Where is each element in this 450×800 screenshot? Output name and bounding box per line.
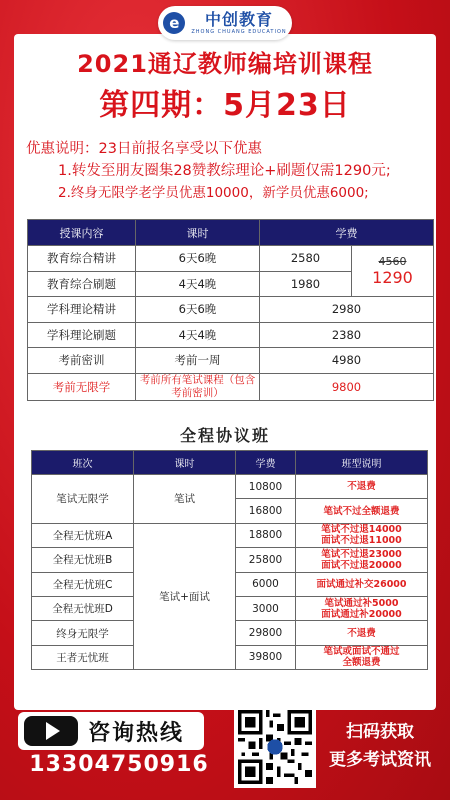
course-name: 学科理论刷题 bbox=[28, 322, 136, 348]
table-row bbox=[28, 246, 434, 272]
class-name: 全程无忧班D bbox=[32, 596, 134, 620]
course-hours: 考前一周 bbox=[136, 348, 260, 374]
header-cell: 班型说明 bbox=[296, 451, 428, 475]
class-fee: 16800 bbox=[236, 499, 296, 523]
class-hours: 笔试+面试 bbox=[134, 523, 236, 669]
protocol-table bbox=[31, 450, 428, 670]
header-cell: 课时 bbox=[134, 451, 236, 475]
class-fee: 39800 bbox=[236, 645, 296, 669]
course-name: 考前无限学 bbox=[28, 373, 136, 400]
table-row bbox=[32, 523, 428, 547]
play-icon bbox=[24, 716, 78, 746]
footer bbox=[0, 700, 450, 800]
class-note: 笔试不过退14000 面试不过退11000 bbox=[296, 523, 428, 547]
table-row bbox=[28, 348, 434, 374]
class-note: 不退费 bbox=[296, 475, 428, 499]
course-fee: 2980 bbox=[260, 297, 434, 323]
scan-text bbox=[320, 718, 440, 774]
page-title: 2021通辽教师编培训课程 bbox=[77, 50, 373, 78]
class-fee: 29800 bbox=[236, 621, 296, 645]
new-price: 1290 bbox=[372, 268, 413, 287]
course-fee: 9800 bbox=[260, 373, 434, 400]
table-header-row bbox=[32, 451, 428, 475]
brand-text bbox=[191, 11, 286, 35]
course-hours: 6天6晚 bbox=[136, 297, 260, 323]
class-name: 笔试无限学 bbox=[32, 475, 134, 524]
scan-line-1: 扫码获取 bbox=[346, 722, 414, 742]
combo-price-cell bbox=[352, 246, 434, 297]
class-name: 全程无忧班B bbox=[32, 548, 134, 572]
course-fee: 2580 bbox=[260, 246, 352, 272]
table-row bbox=[28, 322, 434, 348]
scan-line-2: 更多考试资讯 bbox=[329, 750, 431, 770]
class-name: 王者无忧班 bbox=[32, 645, 134, 669]
table-row bbox=[32, 475, 428, 499]
header-cell: 授课内容 bbox=[28, 220, 136, 246]
course-table bbox=[27, 219, 434, 401]
hotline-label: 咨询热线 bbox=[88, 720, 185, 746]
course-fee: 2380 bbox=[260, 322, 434, 348]
brand-mark-icon: e bbox=[163, 12, 185, 34]
class-fee: 25800 bbox=[236, 548, 296, 572]
header-cell: 学费 bbox=[236, 451, 296, 475]
hotline-button[interactable] bbox=[18, 712, 204, 750]
class-name: 全程无忧班C bbox=[32, 572, 134, 596]
header-cell: 班次 bbox=[32, 451, 134, 475]
period-title: 第四期：5月23日 bbox=[99, 88, 351, 123]
class-fee: 18800 bbox=[236, 523, 296, 547]
promo-item: 1.转发至朋友圈集28赞教综理论+刷题仅需1290元; bbox=[58, 163, 391, 179]
table-row bbox=[28, 373, 434, 400]
qr-code-icon[interactable] bbox=[234, 706, 316, 788]
promo-item: 2.终身无限学老学员优惠10000，新学员优惠6000; bbox=[58, 185, 369, 201]
class-note: 笔试不过退23000 面试不过退20000 bbox=[296, 548, 428, 572]
class-fee: 6000 bbox=[236, 572, 296, 596]
course-hours: 4天4晚 bbox=[136, 271, 260, 297]
class-hours: 笔试 bbox=[134, 475, 236, 524]
table-row bbox=[28, 297, 434, 323]
class-note: 笔试或面试不通过 全额退费 bbox=[296, 645, 428, 669]
class-note: 笔试不过全额退费 bbox=[296, 499, 428, 523]
course-fee: 1980 bbox=[260, 271, 352, 297]
promo-section bbox=[26, 138, 431, 204]
old-price: 4560 bbox=[378, 255, 407, 268]
course-name: 教育综合精讲 bbox=[28, 246, 136, 272]
class-name: 终身无限学 bbox=[32, 621, 134, 645]
class-note: 笔试通过补5000 面试通过补20000 bbox=[296, 596, 428, 620]
brand-name: 中创教育 bbox=[204, 10, 273, 29]
brand-name-en: ZHONG CHUANG EDUCATION bbox=[191, 29, 287, 35]
header-cell: 学费 bbox=[260, 220, 434, 246]
course-fee: 4980 bbox=[260, 348, 434, 374]
course-name: 学科理论精讲 bbox=[28, 297, 136, 323]
class-name: 全程无忧班A bbox=[32, 523, 134, 547]
class-fee: 3000 bbox=[236, 596, 296, 620]
course-name: 考前密训 bbox=[28, 348, 136, 374]
class-note: 不退费 bbox=[296, 621, 428, 645]
brand-logo bbox=[158, 6, 292, 40]
class-note: 面试通过补交26000 bbox=[296, 572, 428, 596]
phone-number[interactable]: 13304750916 bbox=[29, 752, 209, 777]
header-cell: 课时 bbox=[136, 220, 260, 246]
section-title: 全程协议班 bbox=[179, 426, 270, 445]
class-fee: 10800 bbox=[236, 475, 296, 499]
course-hours: 6天6晚 bbox=[136, 246, 260, 272]
course-hours: 考前所有笔试课程（包含考前密训） bbox=[136, 373, 260, 400]
course-name: 教育综合刷题 bbox=[28, 271, 136, 297]
table-header-row bbox=[28, 220, 434, 246]
course-hours: 4天4晚 bbox=[136, 322, 260, 348]
promo-heading: 优惠说明：23日前报名享受以下优惠 bbox=[26, 141, 262, 157]
